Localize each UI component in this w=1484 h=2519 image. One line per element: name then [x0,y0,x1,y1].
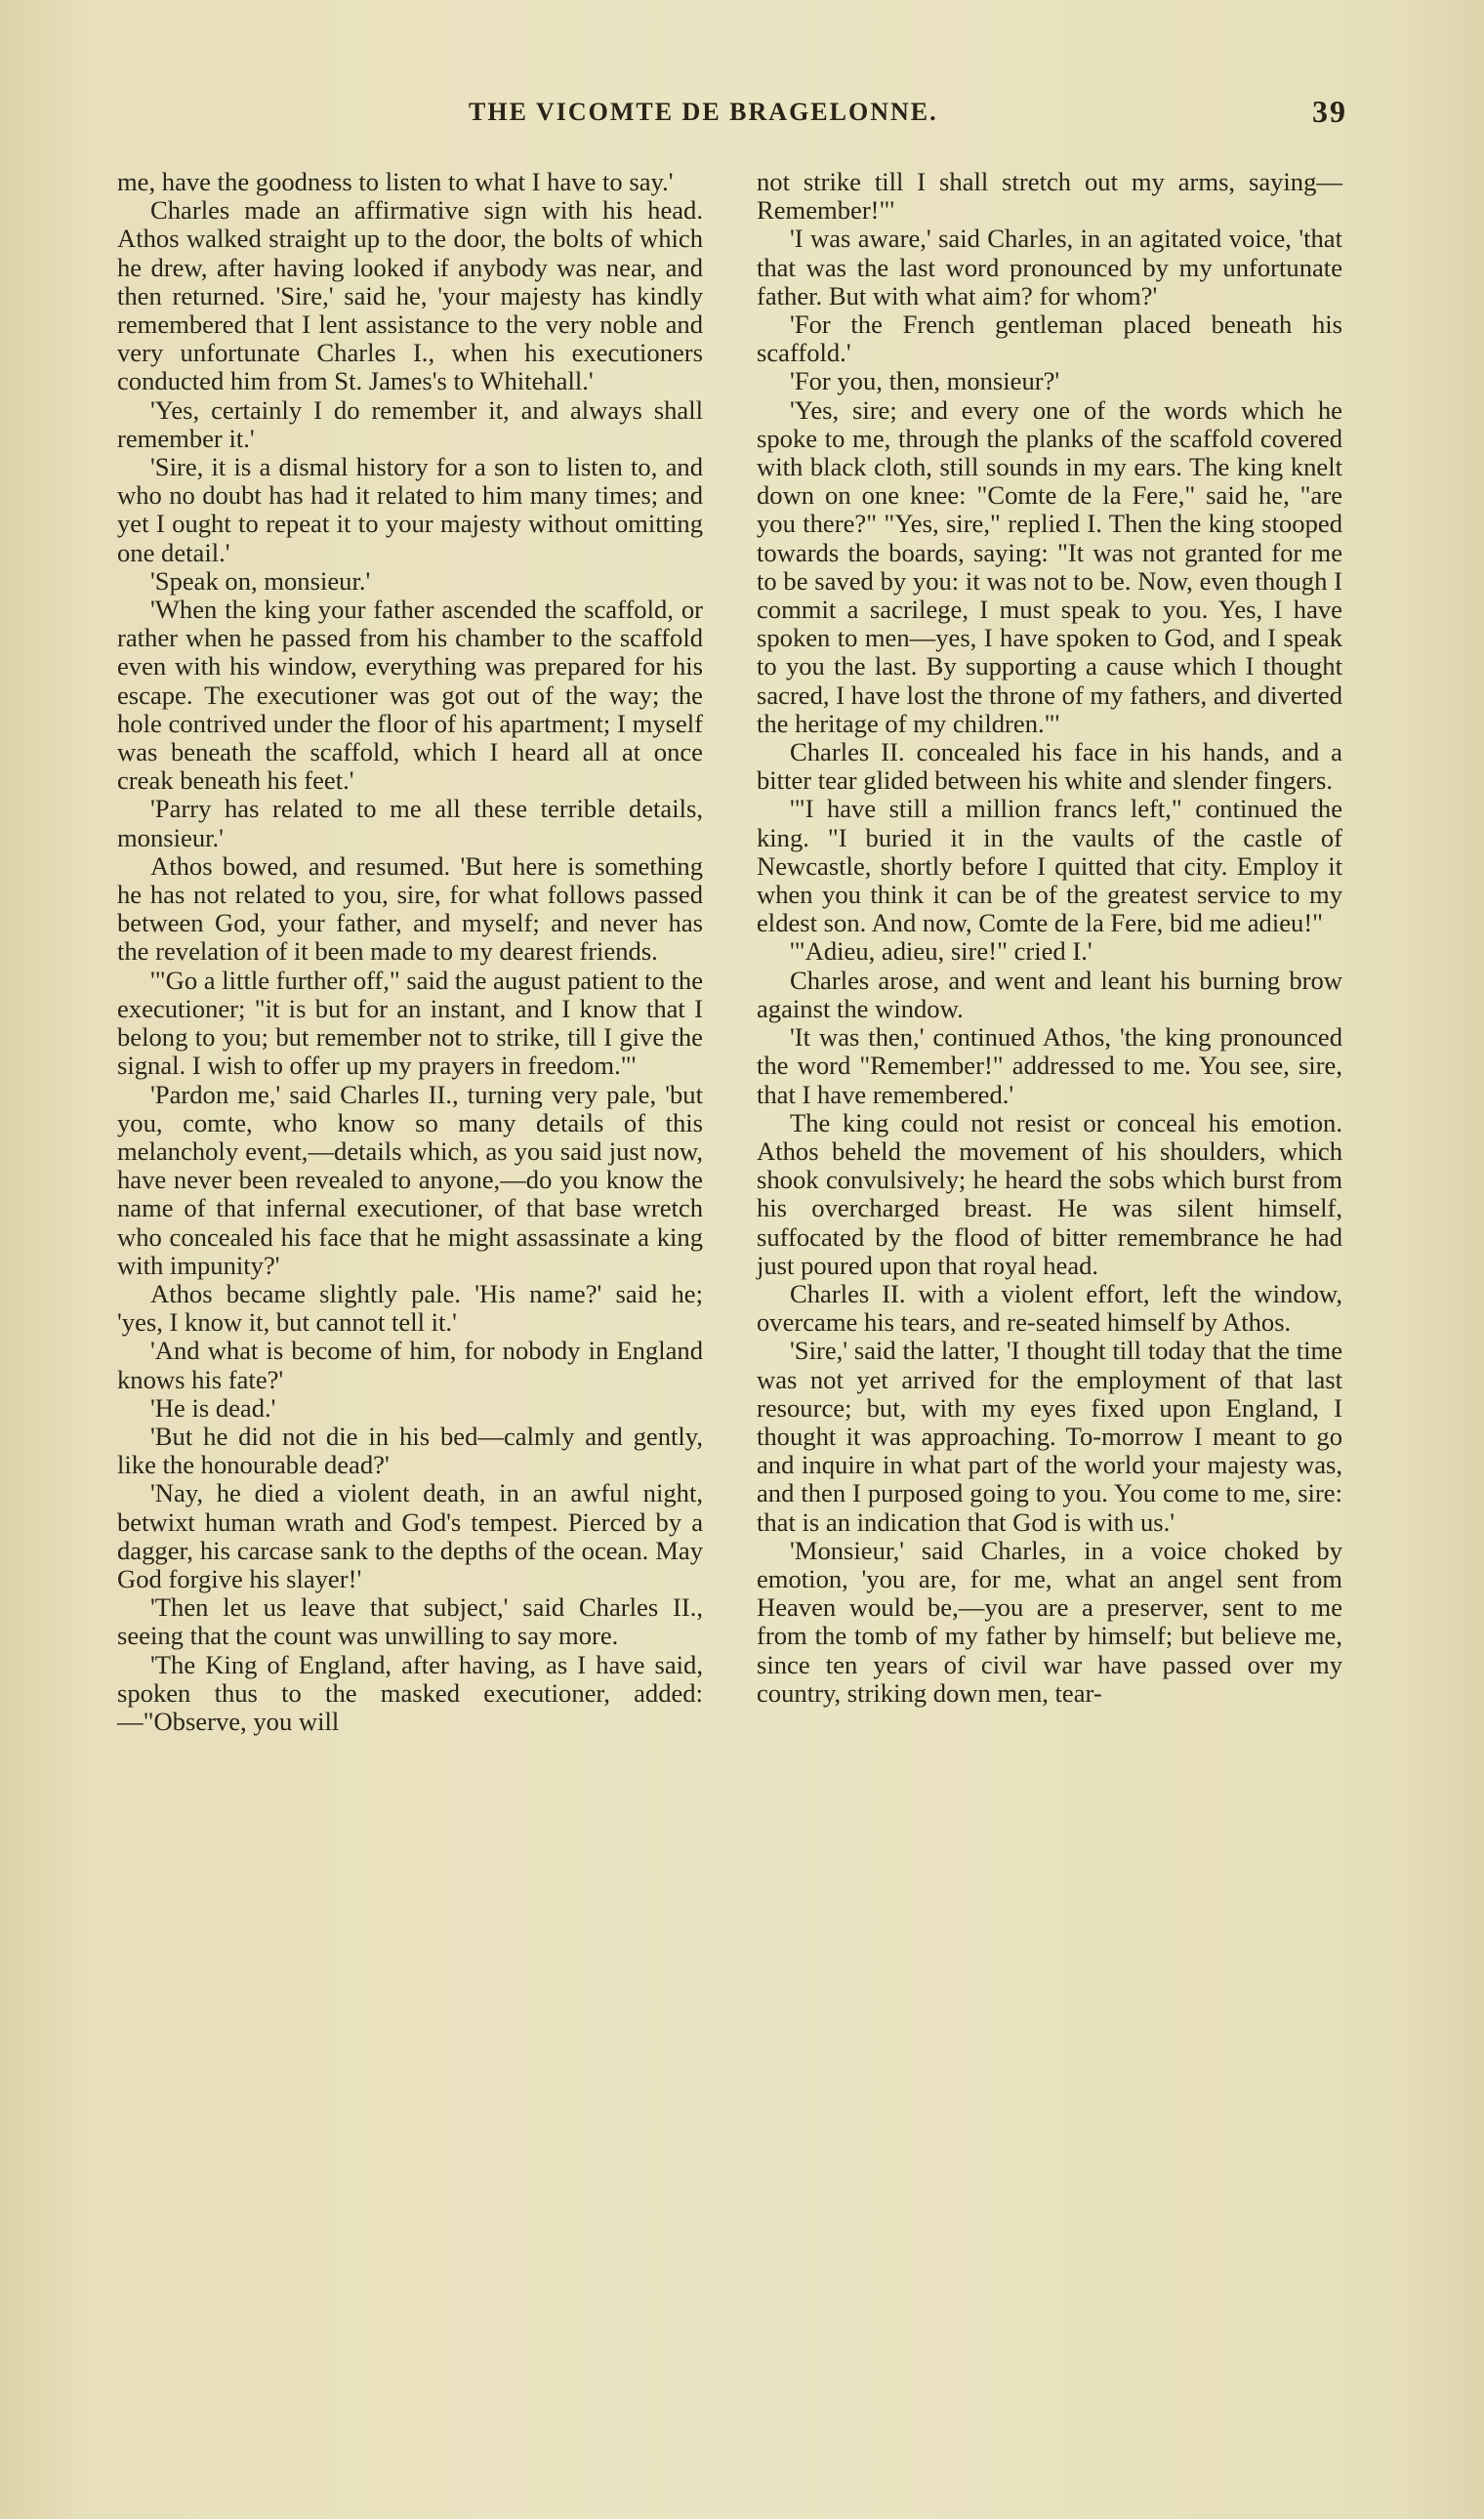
paragraph: 'For you, then, monsieur?' [790,366,1060,396]
paragraph: 'And what is become of him, for nobody in England knows his fate?' [117,1336,703,1394]
paragraph: Charles made an affirmative sign with his head. Athos walked straight up to the door, the bolts of which he drew, after having looked if anybody was near, and then returned. 'Sire,' said he, 'your majesty has kindly remembered that I lent assistance to the very noble and very unfortunate Charles I., when his executioners conducted him from St. James's to Whitehall.' [117,195,703,396]
paragraph: 'It was then,' continued Athos, 'the king pronounced the word "Remember!" addressed to me. You see, sire, that I have remembered.' [757,1022,1342,1109]
paragraph: '"I have still a million francs left," continued the king. "I buried it in the vaults of the castle of Newcastle, shortly before I quitted that city. Employ it when you think it can be of the greatest service to my eldest son. And now, Comte de la Fere, bid me adieu!" [757,794,1342,938]
paragraph: Charles II. concealed his face in his hands, and a bitter tear glided between his white and slender fingers. [757,737,1342,796]
paragraph: 'Speak on, monsieur.' [150,565,371,596]
paragraph: 'Nay, he died a violent death, in an awful night, betwixt human wrath and God's tempest. Pierced by a dagger, his carcase sank to the depths of the ocean. May God forgive his slayer!' [117,1478,703,1593]
running-title: THE VICOMTE DE BRAGELONNE. [469,98,938,126]
paragraph: 'Yes, certainly I do remember it, and always shall remember it.' [117,394,703,453]
page-header [469,94,1347,137]
paragraph: 'I was aware,' said Charles, in an agitated voice, 'that that was the last word pronounced by my unfortunate father. But with what aim? for whom?' [757,224,1342,310]
paragraph: 'Monsieur,' said Charles, in a voice choked by emotion, 'you are, for me, what an angel sent from Heaven would be,—you are a preserver, sent to me from the tomb of my father by himself; but believe me, since ten years of civil war have passed over my country, striking down men, tear- [757,1535,1342,1708]
left-column [117,168,703,1736]
paragraph: 'Then let us leave that subject,' said Charles II., seeing that the count was unwilling to say more. [117,1592,703,1651]
paragraph: 'Sire,' said the latter, 'I thought till today that the time was not yet arrived for the employment of that last resource; but, with my eyes fixed upon England, I thought it was approaching. To-morrow I meant to go and inquire in what part of the world your majesty was, and then I purposed going to you. You come to me, sire: that is an indication that God is with us.' [757,1336,1342,1537]
paragraph: 'Pardon me,' said Charles II., turning very pale, 'but you, comte, who know so many details of this melancholy event,—details which, as you said just now, have never been revealed to anyone,—do you know the name of that infernal executioner, of that base wretch who concealed his face that he might assassinate a king with impunity?' [117,1079,703,1280]
paragraph: '"Go a little further off," said the august patient to the executioner; "it is but for an instant, and I know that I belong to you; but remember not to strike, till I give the signal. I wish to offer up my prayers in freedom."' [117,965,703,1081]
page-number: 39 [1312,94,1347,129]
paragraph: me, have the goodness to listen to what I have to say.' [117,167,674,196]
paragraph: '"Adieu, adieu, sire!" cried I.' [790,936,1092,967]
paragraph: Athos bowed, and resumed. 'But here is something he has not related to you, sire, for what follows passed between God, your father, and myself; and never has the revelation of it been made to my dearest friends. [117,850,703,967]
paragraph: 'When the king your father ascended the scaffold, or rather when he passed from his chamber to the scaffold even with his window, everything was prepared for his escape. The executioner was got out of the way; the hole contrived under the floor of his apartment; I myself was beneath the scaffold, which I heard all at once creak beneath his feet.' [117,595,703,796]
paragraph: 'He is dead.' [150,1392,276,1423]
paragraph: The king could not resist or conceal his emotion. Athos beheld the movement of his shoulders, which shook convulsively; he heard the sobs which burst from his overcharged breast. He was silent himself, suffocated by the flood of bitter remembrance he had just poured upon that royal head. [757,1107,1342,1280]
paragraph: 'The King of England, after having, as I have said, spoken thus to the masked executioner, added:—"Observe, you will [117,1649,703,1736]
paragraph: 'Yes, sire; and every one of the words which he spoke to me, through the planks of the scaffold covered with black cloth, still sounds in my ears. The king knelt down on one knee: "Comte de la Fere," said he, "are you there?" "Yes, sire," replied I. Then the king stooped towards the boards, saying: "It was not granted for me to be saved by you: it was not to be. Now, even though I commit a sacrilege, I must speak to you. Yes, I have spoken to men—yes, I have spoken to God, and I speak to you the last. By supporting a cause which I thought sacred, I have lost the throne of my fathers, and diverted the heritage of my children."' [757,394,1342,738]
paragraph: Charles II. with a violent effort, left the window, overcame his tears, and re-seated himself by Athos. [757,1278,1342,1338]
paragraph: not strike till I shall stretch out my arms, saying—Remember!"' [757,167,1342,226]
paragraph: Athos became slightly pale. 'His name?' said he; 'yes, I know it, but cannot tell it.' [117,1278,703,1338]
right-column [757,168,1342,1708]
paragraph: 'Parry has related to me all these terrible details, monsieur.' [117,794,703,852]
paragraph: 'But he did not die in his bed—calmly and gently, like the honourable dead?' [117,1421,703,1480]
paragraph: 'Sire, it is a dismal history for a son to listen to, and who no doubt has had it related to him many times; and yet I ought to repeat it to your majesty without omitting one detail.' [117,452,703,567]
paragraph: 'For the French gentleman placed beneath his scaffold.' [757,310,1342,368]
paragraph: Charles arose, and went and leant his burning brow against the window. [757,965,1342,1023]
